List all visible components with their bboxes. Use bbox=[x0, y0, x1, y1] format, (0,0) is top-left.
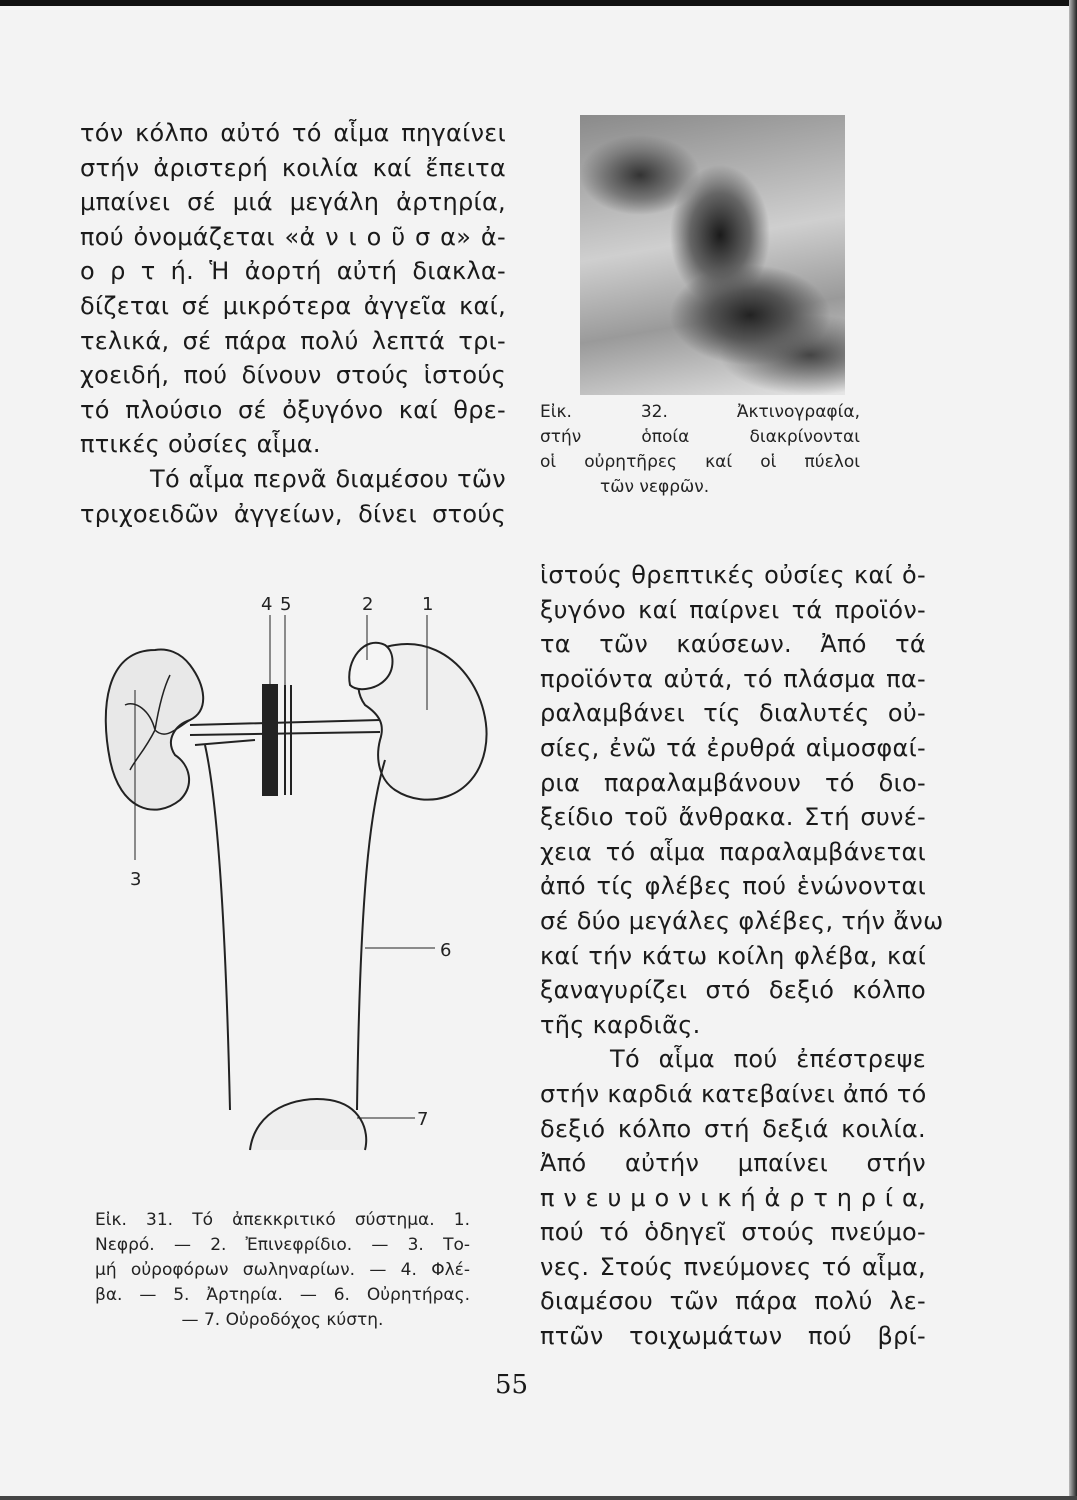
text-line: ξαναγυρίζει στό δεξιό κόλπο bbox=[540, 976, 926, 1005]
text-line: ξυγόνο καί παίρνει τά προϊόν- bbox=[540, 595, 926, 624]
text-line: σέ δύο μεγάλες φλέβες, τήν ἄνω bbox=[540, 906, 944, 935]
text-line: τό πλούσιο σέ ὀξυγόνο καί θρε- bbox=[80, 395, 506, 424]
caption-line: Νεφρό. — 2. Ἐπινεφρίδιο. — 3. Το- bbox=[95, 1235, 470, 1255]
text-line: τα τῶν καύσεων. Ἀπό τά bbox=[540, 630, 926, 659]
caption-line: Εἰκ. 32. Ἀκτινογραφία, bbox=[540, 402, 860, 422]
text-line: ἱστούς θρεπτικές οὐσίες καί ὀ- bbox=[540, 561, 926, 589]
text-line: χεια τό αἷμα παραλαμβάνεται bbox=[540, 837, 926, 866]
caption-line: — 7. Οὐροδόχος κύστη. bbox=[181, 1310, 384, 1330]
text-line: πτῶν τοιχωμάτων πού βρί- bbox=[540, 1322, 926, 1351]
page-number: 55 bbox=[495, 1370, 529, 1400]
label-5: 5 bbox=[280, 594, 292, 615]
label-3: 3 bbox=[130, 869, 142, 890]
text-line: Τό αἷμα πού ἐπέστρεψε bbox=[610, 1045, 926, 1074]
label-1: 1 bbox=[422, 594, 434, 615]
text-line: πού τό ὁδηγεῖ στούς πνεύμο- bbox=[540, 1218, 926, 1247]
text-line: δίζεται σέ μικρότερα ἀγγεῖα καί, bbox=[80, 291, 506, 320]
text-line: π ν ε υ μ ο ν ι κ ή ἀ ρ τ η ρ ί α, bbox=[540, 1183, 926, 1212]
text-line: στήν καρδιά κατεβαίνει ἀπό τό bbox=[540, 1079, 927, 1108]
text-line: τόν κόλπο αὐτό τό αἷμα πηγαίνει bbox=[80, 119, 506, 147]
text-line: χοειδή, πού δίνουν στούς ἱστούς bbox=[80, 361, 506, 390]
text-line: ξείδιο τοῦ ἄνθρακα. Στή συνέ- bbox=[540, 803, 926, 832]
text-line: σίες, ἐνῶ τά ἐρυθρά αἱμοσφαί- bbox=[540, 733, 926, 762]
label-6: 6 bbox=[440, 940, 452, 961]
urinary-bladder bbox=[250, 1099, 366, 1150]
text-line: ο ρ τ ή. Ἡ ἀορτή αὐτή διακλα- bbox=[80, 257, 506, 286]
figure-31-caption bbox=[95, 1208, 470, 1333]
text-line: ρια παραλαμβάνουν τό διο- bbox=[540, 768, 926, 797]
label-2: 2 bbox=[362, 594, 374, 615]
text-line: τῆς καρδιᾶς. bbox=[540, 1010, 701, 1039]
text-line: ἀπό τίς φλέβες πού ἑνώνονται bbox=[540, 872, 926, 901]
xray-photo bbox=[580, 115, 845, 395]
text-line: διαμέσου τῶν πάρα πολύ λε- bbox=[540, 1287, 926, 1316]
text-line: νες. Στούς πνεύμονες τό αἷμα, bbox=[540, 1252, 926, 1281]
excretory-system-diagram bbox=[95, 590, 495, 1190]
scan-border-top bbox=[0, 0, 1077, 6]
text-line: ραλαμβάνει τίς διαλυτές οὐ- bbox=[540, 699, 926, 728]
caption-line: Εἰκ. 31. Τό ἀπεκκριτικό σύστημα. 1. bbox=[95, 1210, 470, 1230]
caption-line: τῶν νεφρῶν. bbox=[600, 477, 710, 497]
vena-cava bbox=[263, 685, 277, 795]
right-text-column bbox=[540, 558, 944, 1354]
text-line: δεξιό κόλπο στή δεξιά κοιλία. bbox=[540, 1114, 926, 1143]
text-line: τελικά, σέ πάρα πολύ λεπτά τρι- bbox=[80, 326, 506, 355]
text-line: μπαίνει σέ μιά μεγάλη ἀρτηρία, bbox=[80, 188, 506, 217]
text-line: προϊόντα αὐτά, τό πλάσμα πα- bbox=[540, 664, 926, 693]
text-line: πτικές οὐσίες αἷμα. bbox=[80, 430, 321, 459]
text-line: τριχοειδῶν ἀγγείων, δίνει στούς bbox=[80, 499, 506, 528]
scan-border-bottom bbox=[0, 1496, 1077, 1500]
text-line: στήν ἀριστερή κοιλία καί ἔπειτα bbox=[80, 153, 506, 182]
figure-32-caption bbox=[540, 400, 860, 500]
caption-line: στήν ὁποία διακρίνονται bbox=[540, 427, 860, 447]
label-7: 7 bbox=[417, 1109, 429, 1130]
label-4: 4 bbox=[261, 594, 273, 615]
left-ureter bbox=[205, 745, 230, 1110]
right-ureter bbox=[357, 760, 385, 1110]
text-line: καί τήν κάτω κοίλη φλέβα, καί bbox=[540, 941, 926, 970]
caption-line: μή οὐροφόρων σωληναρίων. — 4. Φλέ- bbox=[95, 1260, 470, 1280]
scan-border-right bbox=[1069, 0, 1077, 1500]
caption-line: βα. — 5. Ἀρτηρία. — 6. Οὐρητήρας. bbox=[95, 1285, 470, 1305]
left-text-column bbox=[80, 116, 506, 531]
caption-line: οἱ οὐρητῆρες καί οἱ πύελοι bbox=[540, 452, 860, 472]
text-line: πού ὀνομάζεται «ἀ ν ι ο ῦ σ α» ἀ- bbox=[80, 222, 506, 251]
text-line: Τό αἷμα περνᾶ διαμέσου τῶν bbox=[150, 464, 506, 493]
text-line: Ἀπό αὐτήν μπαίνει στήν bbox=[540, 1149, 926, 1178]
